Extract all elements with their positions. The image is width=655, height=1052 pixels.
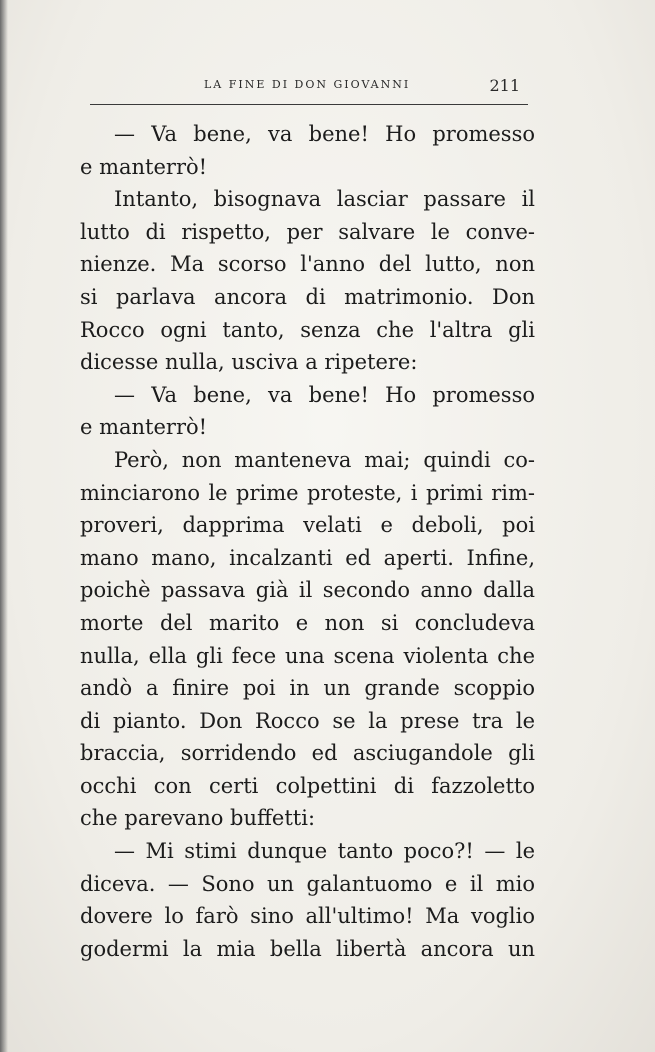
text-line: e manterrò! xyxy=(80,415,208,440)
running-title: LA FINE DI DON GIOVANNI xyxy=(204,78,411,91)
text-line: di pianto. Don Rocco se la prese tra le xyxy=(80,708,535,733)
header-rule xyxy=(90,104,528,105)
spine-shadow xyxy=(0,0,8,1052)
text-line: poichè passava già il secondo anno dalla xyxy=(80,578,535,603)
text-line: mano mano, incalzanti ed aperti. Infine, xyxy=(80,545,535,570)
text-line: occhi con certi colpettini di fazzoletto xyxy=(80,773,535,798)
text-line: Rocco ogni tanto, senza che l'altra gli xyxy=(80,317,535,342)
text-line: e manterrò! xyxy=(80,154,208,179)
text-line: diceva. — Sono un galantuomo e il mio xyxy=(80,871,535,896)
text-line: Intanto, bisognava lasciar passare il xyxy=(114,187,535,212)
text-line: — Mi stimi dunque tanto poco?! — le xyxy=(114,839,535,864)
text-line: andò a finire poi in un grande scoppio xyxy=(80,676,535,701)
text-line: — Va bene, va bene! Ho promesso xyxy=(114,382,535,407)
text-line: dovere lo farò sino all'ultimo! Ma voglio xyxy=(80,904,535,929)
body-text xyxy=(80,118,535,965)
page-header xyxy=(90,76,528,98)
text-line: braccia, sorridendo ed asciugandole gli xyxy=(80,741,535,766)
text-line: Però, non manteneva mai; quindi co- xyxy=(114,447,535,472)
text-line: dicesse nulla, usciva a ripetere: xyxy=(80,350,418,375)
text-line: proveri, dapprima velati e deboli, poi xyxy=(80,513,535,538)
text-line: godermi la mia bella libertà ancora un xyxy=(80,936,535,961)
text-line: lutto di rispetto, per salvare le conve- xyxy=(80,219,535,244)
text-line: minciarono le prime proteste, i primi rim- xyxy=(80,480,535,505)
text-line: nienze. Ma scorso l'anno del lutto, non xyxy=(80,252,535,277)
text-line: si parlava ancora di matrimonio. Don xyxy=(80,284,535,309)
text-line: nulla, ella gli fece una scena violenta che xyxy=(80,643,535,668)
text-line: morte del marito e non si concludeva xyxy=(80,610,535,635)
page-number: 211 xyxy=(489,76,520,95)
text-line: — Va bene, va bene! Ho promesso xyxy=(114,122,535,146)
text-line: che parevano buffetti: xyxy=(80,806,316,831)
